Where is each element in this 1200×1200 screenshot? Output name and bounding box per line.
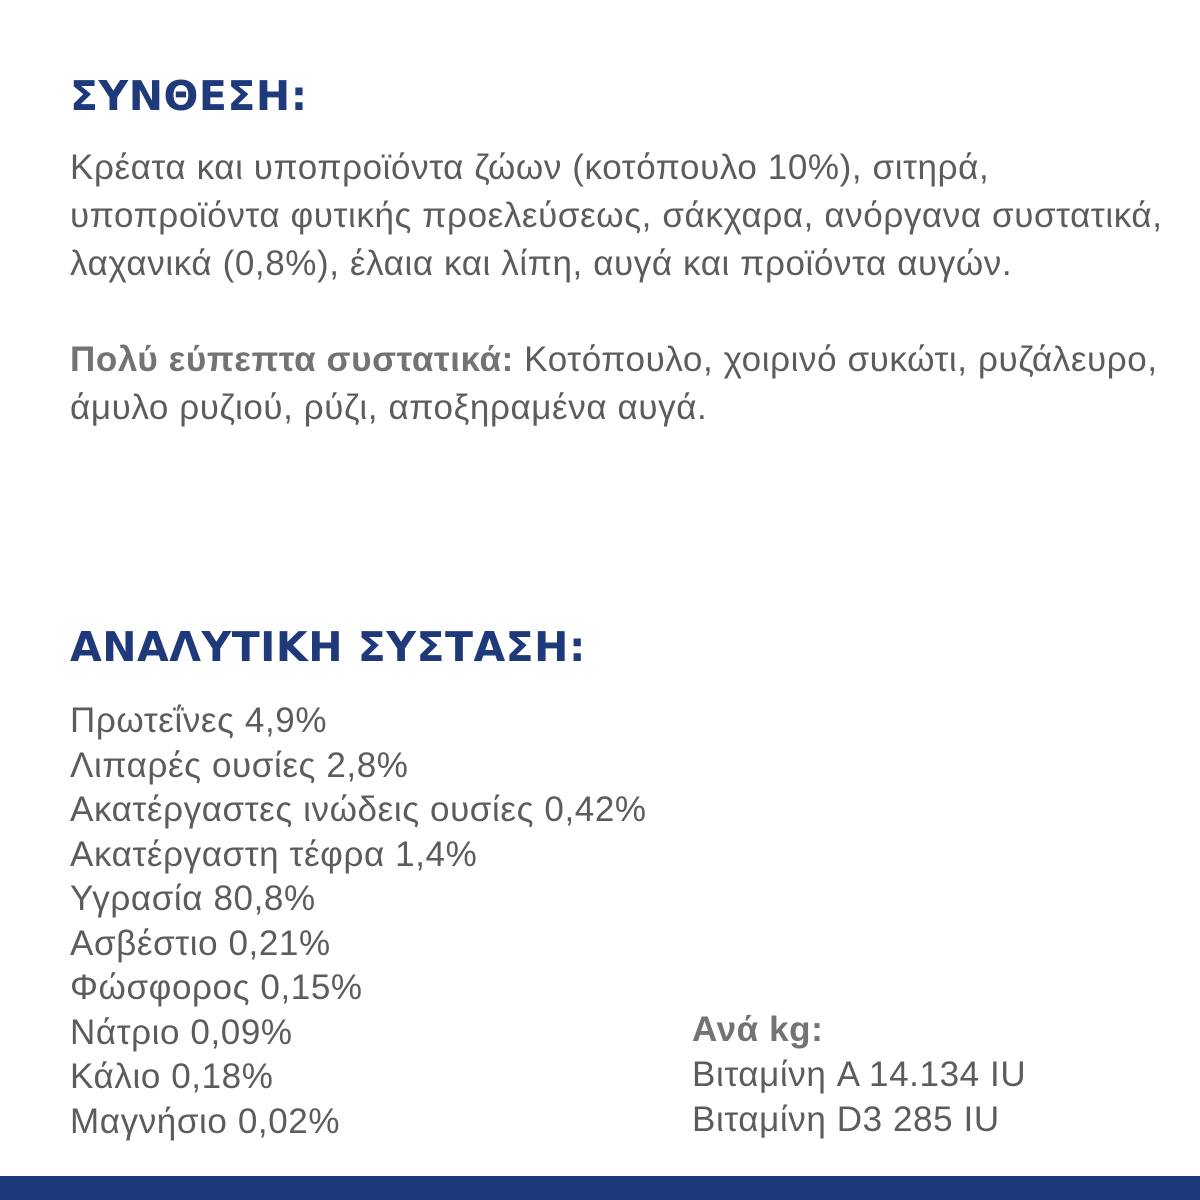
analysis-item-moisture: Υγρασία 80,8% xyxy=(70,879,316,918)
analysis-item-calcium: Ασβέστιο 0,21% xyxy=(70,923,331,963)
analysis-item-protein: Πρωτεΐνες 4,9% xyxy=(70,701,328,740)
highly-digestible-label: Πολύ εύπεπτα συστατικά: xyxy=(70,340,514,379)
analysis-list xyxy=(70,699,647,1144)
analysis-item-magnesium: Μαγνήσιο 0,02% xyxy=(70,1101,341,1141)
analysis-item-phosphorus: Φώσφορος 0,15% xyxy=(70,968,363,1007)
analysis-heading: ΑΝΑΛΥΤΙΚΗ ΣΥΣΤΑΣΗ: xyxy=(70,623,586,671)
per-kg-section xyxy=(692,1007,1026,1142)
per-kg-label: Ανά kg: xyxy=(692,1010,824,1049)
vitamin-d3: Βιταμίνη D3 285 IU xyxy=(692,1100,1000,1139)
analysis-item-ash: Ακατέργαστη τέφρα 1,4% xyxy=(70,834,478,874)
analysis-item-fat: Λιπαρές ουσίες 2,8% xyxy=(70,745,409,785)
analysis-item-fibre: Ακατέργαστες ινώδεις ουσίες 0,42% xyxy=(70,790,647,829)
composition-heading: ΣΥΝΘΕΣΗ: xyxy=(70,72,308,120)
vitamin-a: Βιταμίνη A 14.134 IU xyxy=(692,1055,1027,1094)
analysis-item-sodium: Νάτριο 0,09% xyxy=(70,1012,293,1052)
highly-digestible-ingredients xyxy=(70,336,1170,432)
composition-ingredients-text: Κρέατα και υποπροϊόντα ζώων (κοτόπουλο 10%), σιτηρά, υποπροϊόντα φυτικής προελεύσεως, σάκχαρα, ανόργανα συστατικά, λαχανικά (0,8%), έλαια και λίπη, αυγά και προϊόντα αυγών. xyxy=(70,148,1163,283)
analysis-item-potassium: Κάλιο 0,18% xyxy=(70,1057,274,1096)
highly-digestible-text: Κοτόπουλο, χοιρινό συκώτι, ρυζάλευρο, άμυλο ρυζιού, ρύζι, αποξηραμένα αυγά. xyxy=(70,340,1158,427)
bottom-bar xyxy=(0,1176,1200,1200)
